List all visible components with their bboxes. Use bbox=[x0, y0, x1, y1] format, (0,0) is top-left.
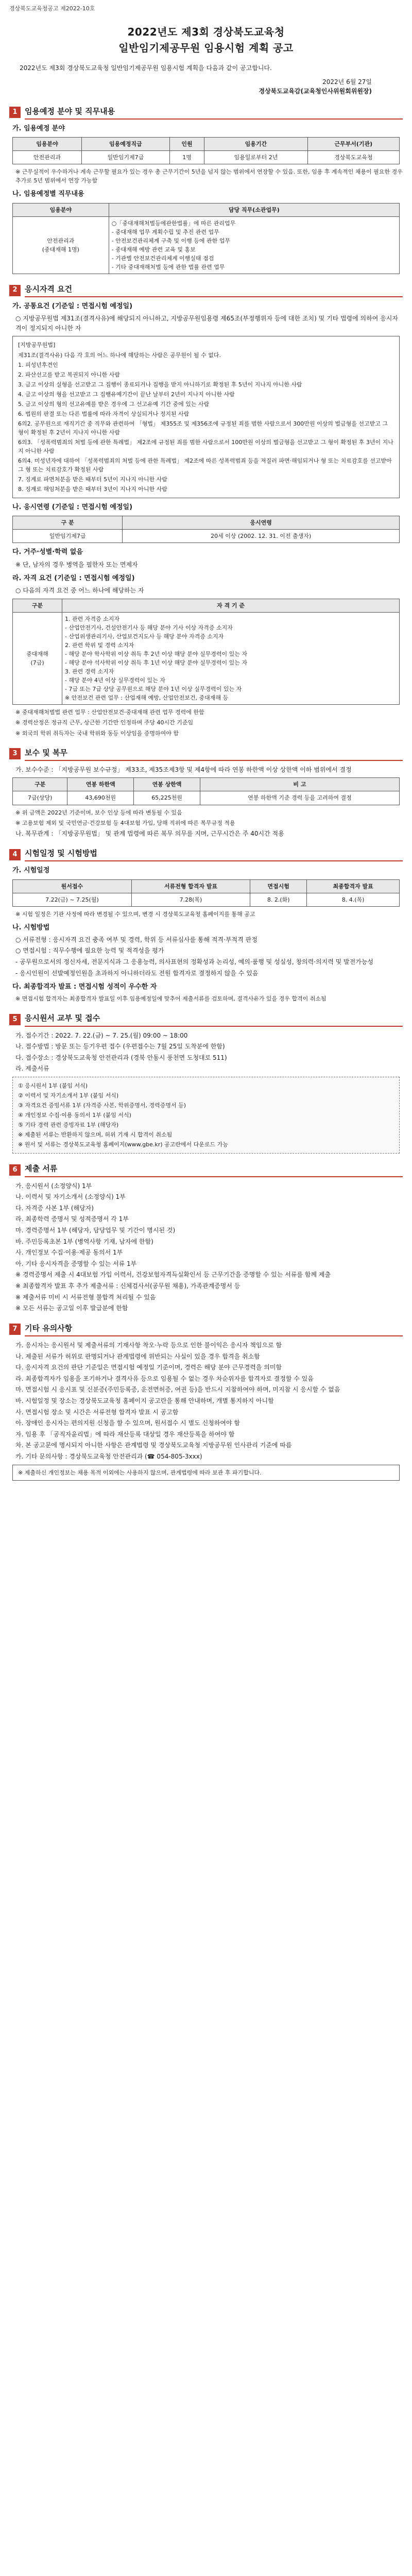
qualification-table bbox=[12, 599, 400, 705]
table-header-row bbox=[13, 138, 400, 151]
salary-table bbox=[12, 777, 400, 805]
column-header: 면접시험 bbox=[250, 879, 307, 893]
section-title-text: 응시자격 요건 bbox=[25, 283, 403, 297]
table-header-row bbox=[13, 599, 400, 612]
note-text: ※ 근무실적이 우수하거나 계속 근무할 필요가 있는 경우 총 근무기간이 5년을 넘지 않는 범위에서 연장할 수 있음. 또한, 임용 후 계속적인 채용이 필요한 경우 추가로 5년 범위에서 연장 가능함 bbox=[15, 168, 403, 184]
section-number: 2 bbox=[9, 285, 21, 296]
section-heading bbox=[9, 1323, 403, 1336]
column-header: 임용분야 bbox=[13, 138, 82, 151]
list-item: 마. 경력증명서 1부 (해당자, 담당업무 및 기간이 명시된 것) bbox=[15, 1227, 176, 1234]
table-cell: 1명 bbox=[169, 151, 204, 164]
notice-number: 경상북도교육청공고 제2022-10호 bbox=[9, 5, 95, 12]
list-item: 1. 피성년후견인 bbox=[18, 361, 58, 368]
list-item: ※ 경력증명서 제출 시 4대보험 가입 이력서, 건강보험자격득실확인서 등 근무기간을 증명할 수 있는 서류를 함께 제출 bbox=[15, 1271, 331, 1279]
list-item: 바. 주민등록초본 1부 (병역사항 기재, 남자에 한함) bbox=[15, 1238, 153, 1245]
sub-heading: 가. 임용예정 분야 bbox=[12, 125, 65, 133]
table-cell: 1. 관련 자격증 소지자 - 산업안전기사, 건설안전기사 등 해당 분야 기사 이상 자격증 소지자 - 산업위생관리기사, 산업보건지도사 등 해당 분야 자격증 소지자 2. 관련 학위 및 경력 소지자 - 해당 분야 학사학위 이상 취득 후 2년 이상 해당 분야 실무경력이 있는 자 - 해당 분야 석사학위 이상 취득 후 1년 이상 해당 분야 실무경력이 있는 자 3. 관련 경력 소지자 - 해당 분야 4년 이상 실무경력이 있는 자 - 7급 또는 7급 상당 공무원으로 해당 분야 1년 이상 실무경력이 있는 자 ※ 안전보건 관련 업무 : 산업재해 예방, 산업안전보건, 중대재해 등 bbox=[62, 612, 400, 704]
column-header: 연봉 상한액 bbox=[134, 778, 200, 791]
list-item: ※ 경력산정은 정규직 근무, 상근한 기간만 인정하며 주당 40시간 기준임 bbox=[15, 719, 194, 726]
column-header: 연봉 하한액 bbox=[67, 778, 134, 791]
list-item: 라. 최종합격자가 임용을 포기하거나 결격사유 등으로 임용될 수 없는 경우 차순위자를 합격자로 결정할 수 있음 bbox=[15, 1375, 314, 1382]
section-title-text: 제출 서류 bbox=[25, 1163, 403, 1177]
column-header: 인원 bbox=[169, 138, 204, 151]
table-cell: 65,225천원 bbox=[134, 791, 200, 805]
list-item: ② 이력서 및 자기소개서 1부 (붙임 서식) bbox=[18, 1092, 119, 1099]
list-item: 사. 개인정보 수집·이용·제공 동의서 1부 bbox=[15, 1249, 123, 1257]
column-header: 비 고 bbox=[200, 778, 399, 791]
section-number: 7 bbox=[9, 1324, 21, 1335]
agency-name: 경상북도교육감(교육청인사위원회위원장) bbox=[259, 88, 372, 95]
sub-heading: 나. 시험방법 bbox=[12, 923, 50, 931]
body-text: 나. 복무관계 : 「지방공무원법」 및 관계 법령에 따른 복무 의무를 지며, 근무시간은 주 40시간 적용 bbox=[15, 829, 284, 837]
table-row bbox=[13, 893, 400, 906]
list-item: 가. 응시자는 응시원서 및 제출서류의 기재사항 착오·누락 등으로 인한 불이익은 응시자 책임으로 함 bbox=[15, 1342, 282, 1349]
list-item: 5. 금고 이상의 형의 선고유예를 받은 경우에 그 선고유예 기간 중에 있는 사람 bbox=[18, 400, 210, 408]
list-item: ※ 모든 서류는 공고일 이후 발급분에 한함 bbox=[15, 1304, 128, 1312]
section-number: 3 bbox=[9, 748, 21, 759]
body-text: 나. 접수방법 : 방문 또는 등기우편 접수 (우편접수는 7월 25일 도착분에 한함) bbox=[15, 1043, 225, 1050]
table-cell: 7.28(목) bbox=[131, 893, 250, 906]
list-item: 8. 징계로 해임처분을 받은 때부터 3년이 지나지 아니한 사람 bbox=[18, 486, 167, 493]
intro-text: 2022년도 제3회 경상북도교육청 일반임기제공무원 임용시험 계획을 다음과 같이 공고합니다. bbox=[20, 64, 272, 72]
list-item: 마. 면접시험 시 응시표 및 신분증(주민등록증, 운전면허증, 여권 등)을 반드시 지참하여야 하며, 미지참 시 응시할 수 없음 bbox=[15, 1386, 340, 1394]
doc-header bbox=[9, 4, 403, 13]
title-block bbox=[9, 24, 403, 56]
table-cell: 임용일로부터 2년 bbox=[204, 151, 307, 164]
table-header-row bbox=[13, 778, 400, 791]
page-subtitle: 일반임기제공무원 임용시험 계획 공고 bbox=[118, 42, 294, 55]
list-item: - 응시인원이 선발예정인원을 초과하지 아니하더라도 전원 합격자로 결정하지 않을 수 있음 bbox=[15, 969, 259, 977]
duties-table bbox=[12, 203, 400, 274]
note-text: ※ 위 금액은 2022년 기준이며, 보수 인상 등에 따라 변동될 수 있음 bbox=[15, 809, 182, 816]
table-cell: 안전관리과 (중대재해 1명) bbox=[13, 216, 109, 274]
list-item: ※ 외국의 학위 취득자는 국내 학위와 동등 이상임을 증명하여야 함 bbox=[15, 730, 179, 737]
section-heading bbox=[9, 1163, 403, 1177]
section-number: 5 bbox=[9, 1014, 21, 1025]
list-item: 다. 자격증 사본 1부 (해당자) bbox=[15, 1204, 94, 1212]
table-header-row bbox=[13, 516, 400, 530]
body-text: ○ 다음의 자격 요건 중 어느 하나에 해당하는 자 bbox=[15, 587, 144, 595]
list-item: - 공무원으로서의 정신자세, 전문지식과 그 응용능력, 의사표현의 정확성과 논리성, 예의·품행 및 성실성, 창의력·의지력 및 발전가능성 bbox=[15, 958, 373, 966]
law-excerpt-box bbox=[12, 336, 400, 498]
age-table bbox=[12, 516, 400, 543]
sub-heading: 라. 자격 요건 (기준일 : 면접시험 예정일) bbox=[12, 574, 135, 583]
column-header: 근무부서(기관) bbox=[307, 138, 399, 151]
list-item: 6의2. 공무원으로 재직기간 중 직무와 관련하여 「형법」 제355조 및 제356조에 규정된 죄를 범한 사람으로서 300만원 이상의 벌금형을 선고받고 그 형이 확정된 후 2년이 지나지 아니한 사람 bbox=[18, 420, 388, 436]
table-cell: 경상북도교육청 bbox=[307, 151, 399, 164]
list-item: ○ 면접시험 : 직무수행에 필요한 능력 및 적격성을 평가 bbox=[15, 947, 164, 955]
section-title-text: 기타 유의사항 bbox=[25, 1323, 403, 1336]
column-header: 원서접수 bbox=[13, 879, 132, 893]
section-heading bbox=[9, 848, 403, 861]
table-cell: 8. 2.(화) bbox=[250, 893, 307, 906]
table-header-row bbox=[13, 203, 400, 216]
table-row bbox=[13, 151, 400, 164]
list-item: 사. 면접시험 장소 및 시간은 서류전형 합격자 발표 시 공고함 bbox=[15, 1408, 179, 1416]
list-item: 차. 본 공고문에 명시되지 아니한 사항은 관계법령 및 경상북도교육청 지방공무원 인사관리 기준에 따름 bbox=[15, 1442, 292, 1449]
sub-heading: 다. 거주·성별·학력 없음 bbox=[12, 548, 83, 556]
table-cell: 43,690천원 bbox=[67, 791, 134, 805]
table-cell: 일반임기제7급 bbox=[82, 151, 170, 164]
section-number: 1 bbox=[9, 107, 21, 118]
section-heading bbox=[9, 283, 403, 297]
list-item: ※ 중대재해처벌법 관련 업무 : 산업안전보건·중대재해 관련 업무 경력에 한함 bbox=[15, 709, 204, 716]
list-item: 바. 시험일정 및 장소는 경상북도교육청 홈페이지 공고란을 통해 안내하며, 개별 통지하지 아니함 bbox=[15, 1397, 274, 1404]
note-text: ※ 고용보험 제외 및 국민연금·건강보험 등 4대보험 가입, 당해 직위에 따른 복무규정 적용 bbox=[15, 819, 235, 826]
table-cell: 20세 이상 (2002. 12. 31. 이전 출생자) bbox=[123, 530, 400, 543]
documents-box bbox=[12, 1077, 400, 1154]
body-text: ※ 단, 남자의 경우 병역을 필한자 또는 면제자 bbox=[15, 561, 138, 568]
page-title: 2022년도 제3회 경상북도교육청 bbox=[127, 26, 285, 39]
list-item: 나. 이력서 및 자기소개서 (소정양식) 1부 bbox=[15, 1193, 126, 1201]
body-text: 라. 제출서류 bbox=[15, 1065, 49, 1073]
column-header: 구분 bbox=[13, 778, 67, 791]
list-item: ③ 자격요건 증빙서류 1부 (자격증 사본, 학위증명서, 경력증명서 등) bbox=[18, 1102, 186, 1109]
table-cell: 7급(상당) bbox=[13, 791, 67, 805]
section-heading bbox=[9, 106, 403, 120]
table-cell: 중대재해 (7급) bbox=[13, 612, 62, 704]
column-header: 임용분야 bbox=[13, 203, 109, 216]
sub-heading: 가. 공통요건 (기준일 : 면접시험 예정일) bbox=[12, 302, 133, 311]
notes-list bbox=[9, 1341, 403, 1462]
table-cell: 안전관리과 bbox=[13, 151, 82, 164]
table-cell: 7.22(금) ~ 7.25(월) bbox=[13, 893, 132, 906]
body-text: 가. 보수수준 : 「지방공무원 보수규정」 제33조, 제35조제3항 및 제4항에 따라 연봉 하한액 이상 상한액 이하 범위에서 결정 bbox=[15, 766, 352, 773]
list-item: 제31조(결격사유) 다음 각 호의 어느 하나에 해당하는 사람은 공무원이 될 수 없다. bbox=[18, 351, 221, 359]
section-number: 4 bbox=[9, 849, 21, 860]
list-item: ① 응시원서 1부 (붙임 서식) bbox=[18, 1082, 88, 1090]
table-cell: 일반임기제7급 bbox=[13, 530, 123, 543]
column-header: 최종합격자 발표 bbox=[307, 879, 400, 893]
positions-table bbox=[12, 137, 400, 164]
list-item: 가. 응시원서 (소정양식) 1부 bbox=[15, 1182, 92, 1190]
table-cell: ○「중대재해처벌등에관한법률」에 따른 관리업무 - 중대재해 업무 계획수립 및 추진 관련 업무 - 안전보건관리체계 구축 및 이행 등에 관한 업무 - 중대재해 예방 관련 교육 및 홍보 - 기관별 안전보건관리체계 이행실태 점검 - 기타 중대재해처벌 등에 관한 법률 관련 업무 bbox=[109, 216, 399, 274]
table-row bbox=[13, 216, 400, 274]
section-heading bbox=[9, 747, 403, 761]
submission-list bbox=[9, 1181, 403, 1313]
note-text: ※ 면접시험 합격자는 최종합격자 발표일 이후 임용예정일에 맞추어 제출서류를 검토하며, 결격사유가 있을 경우 합격이 취소됨 bbox=[15, 995, 327, 1003]
list-item: ※ 최종합격자 발표 후 추가 제출서류 : 신체검사서(공무원 채용), 가족관계증명서 등 bbox=[15, 1282, 241, 1290]
table-row bbox=[13, 791, 400, 805]
note-text: ※ 시험 일정은 기관 사정에 따라 변경될 수 있으며, 변경 시 경상북도교육청 홈페이지를 통해 공고 bbox=[15, 910, 255, 918]
table-cell: 연봉 하한액 기준 경력 등을 고려하여 결정 bbox=[200, 791, 399, 805]
column-header: 응시연령 bbox=[123, 516, 400, 530]
column-header: 임용예정직급 bbox=[82, 138, 170, 151]
qualification-notes bbox=[9, 708, 403, 737]
table-row bbox=[13, 612, 400, 704]
sub-heading: 가. 시험일정 bbox=[12, 867, 50, 875]
list-item: ⑤ 기타 경력 관련 증빙자료 1부 (해당자) bbox=[18, 1122, 119, 1129]
list-item: 아. 기타 응시자격을 증명할 수 있는 서류 1부 bbox=[15, 1260, 137, 1267]
body-text: ○ 지방공무원법 제31조(결격사유)에 해당되지 아니하고, 지방공무원임용령 제65조(부정행위자 등에 대한 조치) 및 기타 법령에 의하여 응시자격이 정지되지 아니한 자 bbox=[15, 315, 398, 332]
body-text: 다. 접수장소 : 경상북도교육청 안전관리과 (경북 안동시 풍천면 도청대로 511) bbox=[15, 1054, 227, 1061]
sub-heading: 다. 최종합격자 발표 : 면접시험 성적이 우수한 자 bbox=[12, 983, 157, 991]
section-heading bbox=[9, 1012, 403, 1026]
list-item: 6의4. 미성년자에 대하여 「성폭력범죄의 처벌 등에 관한 특례법」 제2조에 따른 성폭력범죄 등을 저질러 파면·해임되거나 형 또는 치료감호를 선고받아 그 형 또는 치료감호가 확정된 사람 bbox=[18, 457, 392, 473]
list-item: 6. 법원의 판결 또는 다른 법률에 따라 자격이 상실되거나 정지된 사람 bbox=[18, 410, 190, 417]
section-title-text: 임용예정 분야 및 직무내용 bbox=[25, 106, 403, 120]
list-item: 2. 파산선고를 받고 복권되지 아니한 사람 bbox=[18, 371, 120, 378]
list-item: 라. 최종학력 증명서 및 성적증명서 각 1부 bbox=[15, 1215, 129, 1223]
list-item: 6의3. 「성폭력범죄의 처벌 등에 관한 특례법」 제2조에 규정된 죄를 범한 사람으로서 100만원 이상의 벌금형을 선고받고 그 형이 확정된 후 3년이 지나지 아니한 사람 bbox=[18, 438, 393, 454]
method-list bbox=[9, 935, 403, 978]
list-item: ○ 서류전형 : 응시자격 요건 충족 여부 및 경력, 학위 등 서류심사를 통해 적격·부적격 판정 bbox=[15, 936, 258, 943]
table-header-row bbox=[13, 879, 400, 893]
section-title-text: 보수 및 복무 bbox=[25, 747, 403, 761]
list-item: ④ 개인정보 수집·이용 동의서 1부 (붙임 서식) bbox=[18, 1112, 131, 1119]
column-header: 임용기간 bbox=[204, 138, 307, 151]
sub-heading: 나. 응시연령 (기준일 : 면접시험 예정일) bbox=[12, 503, 133, 512]
list-item: [지방공무원법] bbox=[18, 342, 56, 349]
column-header: 서류전형 합격자 발표 bbox=[131, 879, 250, 893]
section-number: 6 bbox=[9, 1164, 21, 1176]
list-item: 4. 금고 이상의 형을 선고받고 그 집행유예기간이 끝난 날부터 2년이 지나지 아니한 사람 bbox=[18, 391, 235, 398]
list-item: ※ 제출서류 미비 시 서류전형 불합격 처리될 수 있음 bbox=[15, 1293, 156, 1301]
privacy-footer: ※ 제출하신 개인정보는 채용 목적 이외에는 사용하지 않으며, 관계법령에 따라 보관 후 파기합니다. bbox=[12, 1465, 400, 1481]
column-header: 구 분 bbox=[13, 516, 123, 530]
notice-date: 2022년 6월 27일 bbox=[322, 78, 372, 86]
table-cell: 8. 4.(목) bbox=[307, 893, 400, 906]
list-item: 자. 임용 후 「공직자윤리법」에 따라 재산등록 대상일 경우 재산등록을 하여야 함 bbox=[15, 1430, 235, 1438]
list-item: 카. 기타 문의사항 : 경상북도교육청 안전관리과 (☎ 054-805-3xxx) bbox=[15, 1452, 202, 1460]
table-row bbox=[13, 530, 400, 543]
column-header: 구분 bbox=[13, 599, 62, 612]
body-text: 가. 접수기간 : 2022. 7. 22.(금) ~ 7. 25.(월) 09:00 ~ 18:00 bbox=[15, 1031, 188, 1039]
list-item: ※ 원서 및 서류는 경상북도교육청 홈페이지(www.gbe.kr) 공고란에서 다운로드 가능 bbox=[18, 1141, 228, 1148]
column-header: 담당 직무(소관업무) bbox=[109, 203, 399, 216]
list-item: 다. 응시자격 요건의 판단 기준일은 면접시험 예정일 기준이며, 경력은 해당 분야 근무경력을 의미함 bbox=[15, 1364, 282, 1371]
section-title-text: 응시원서 교부 및 접수 bbox=[25, 1012, 403, 1026]
schedule-table bbox=[12, 879, 400, 907]
list-item: 3. 금고 이상의 실형을 선고받고 그 집행이 종료되거나 집행을 받지 아니하기로 확정된 후 5년이 지나지 아니한 사람 bbox=[18, 381, 302, 388]
list-item: 아. 장애인 응시자는 편의지원 신청을 할 수 있으며, 원서접수 시 별도 신청하여야 함 bbox=[15, 1419, 240, 1427]
sub-heading: 나. 임용예정별 직무내용 bbox=[12, 190, 84, 198]
section-title-text: 시험일정 및 시험방법 bbox=[25, 848, 403, 861]
column-header: 자 격 기 준 bbox=[62, 599, 400, 612]
list-item: ※ 제출된 서류는 반환하지 않으며, 허위 기재 시 합격이 취소됨 bbox=[18, 1131, 173, 1139]
list-item: 나. 제출된 서류가 허위로 판명되거나 관계법령에 위반되는 사실이 있을 경우 합격을 취소함 bbox=[15, 1352, 260, 1360]
list-item: 7. 징계로 파면처분을 받은 때부터 5년이 지나지 아니한 사람 bbox=[18, 476, 167, 483]
